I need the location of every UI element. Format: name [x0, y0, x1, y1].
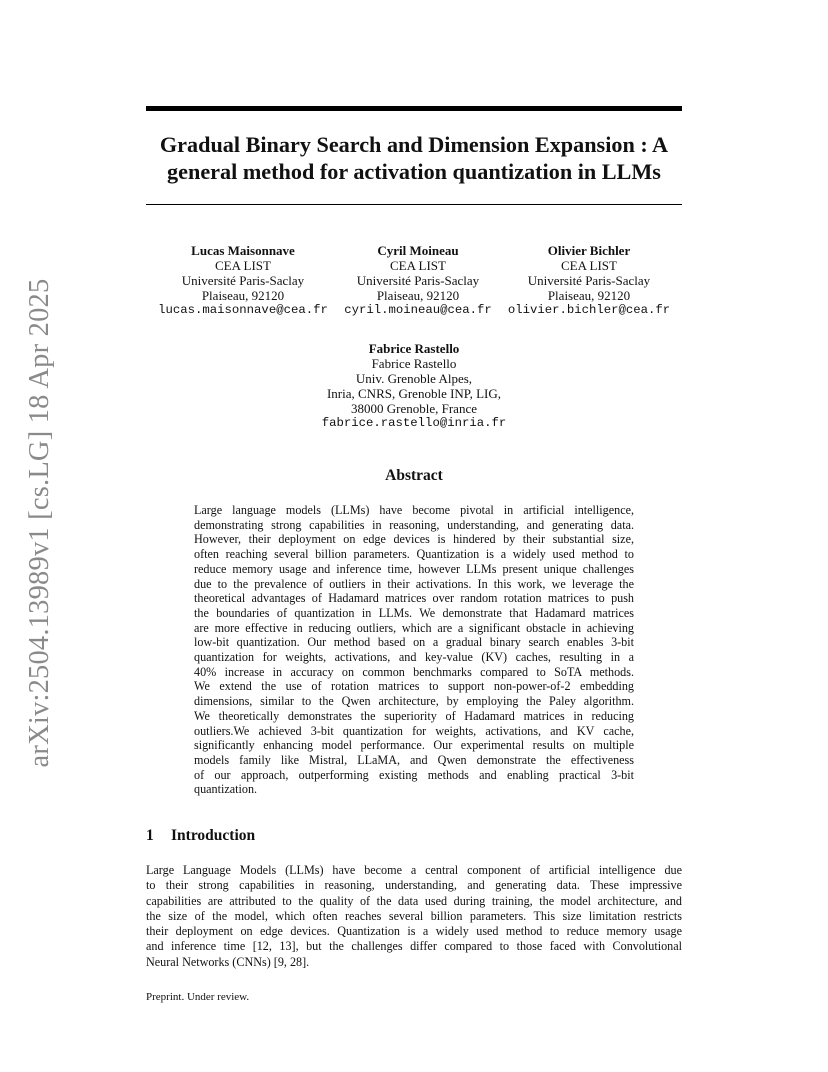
introduction-paragraph — [146, 863, 682, 970]
abstract-line: of our approach, outperforming existing methods and enabling practical 3-bit — [194, 767, 634, 782]
author-name: Lucas Maisonnave — [191, 243, 295, 258]
author-city: Plaiseau, 92120 — [201, 288, 285, 303]
abstract-line: low-bit quantization. Our method based on a gradual binary search enables 3-bit — [194, 635, 634, 650]
abstract-line: quantization. — [194, 782, 258, 797]
abstract-line: However, their deployment on edge devices is hindered by their substantial size, — [194, 532, 634, 547]
author-city: Plaiseau, 92120 — [547, 288, 631, 303]
introduction-line: the size of the model, which often reaches several billion parameters. This size limitation restricts — [146, 908, 682, 923]
abstract-line: due to the prevalence of outliers in their activations. In this work, we leverage the — [194, 576, 634, 591]
title-line-1: Gradual Binary Search and Dimension Expansion : A — [159, 132, 669, 157]
author-email[interactable]: cyril.moineau@cea.fr — [344, 303, 492, 317]
title-top-rule — [146, 106, 682, 111]
abstract-line: outliers.We achieved 3-bit quantization for weights, activations, and KV cache, — [194, 723, 634, 738]
author-org: CEA LIST — [561, 258, 617, 273]
author-name: Fabrice Rastello — [368, 341, 460, 356]
title-line-2: general method for activation quantization in LLMs — [167, 159, 661, 184]
abstract-line: the boundaries of quantization in LLMs. We demonstrate that Hadamard matrices — [194, 605, 634, 620]
author-name: Cyril Moineau — [377, 243, 459, 258]
abstract-line: We theoretically demonstrates the superiority of Hadamard matrices in reducing — [194, 708, 634, 723]
abstract-line: reduce memory usage and inference time, however LLMs present unique challenges — [194, 561, 634, 576]
abstract-line: models family like Mistral, LLaMA, and Qwen demonstrate the effectiveness — [194, 752, 634, 767]
author-org: CEA LIST — [390, 258, 446, 273]
abstract-line: quantization for weights, activations, and key-value (KV) caches, resulting in a — [194, 650, 634, 665]
abstract-heading: Abstract — [385, 467, 443, 484]
author-email[interactable]: lucas.maisonnave@cea.fr — [158, 303, 328, 317]
paper-title — [146, 131, 682, 185]
abstract-line: Large language models (LLMs) have become pivotal in artificial intelligence, — [194, 503, 634, 517]
author-block-3 — [489, 243, 689, 318]
author-university: Université Paris-Saclay — [356, 273, 480, 288]
author-block-4 — [314, 341, 514, 431]
author-org: Fabrice Rastello — [371, 356, 457, 371]
author-email[interactable]: fabrice.rastello@inria.fr — [321, 416, 507, 430]
introduction-line: to their strong capabilities in reasoning, understanding, and generating data. These impressive — [146, 878, 682, 893]
section-heading-introduction — [146, 827, 255, 845]
author-university: Université Paris-Saclay — [527, 273, 651, 288]
introduction-line: and inference time [12, 13], but the challenges differ compared to those faced with Convolutional — [146, 939, 682, 954]
footer-note: Preprint. Under review. — [146, 991, 250, 1003]
author-org: CEA LIST — [215, 258, 271, 273]
abstract-line: dimensions, similar to the Qwen architecture, by employing the Paley algorithm. — [194, 694, 634, 709]
author-block-2 — [318, 243, 518, 318]
arxiv-identifier: arXiv:2504.13989v1 [cs.LG] 18 Apr 2025 — [24, 278, 55, 768]
section-title: Introduction — [171, 827, 256, 844]
author-university: Université Paris-Saclay — [181, 273, 305, 288]
introduction-line: capabilities are attributed to the quality of the data used during training, the model architecture, and — [146, 893, 682, 908]
author-email[interactable]: olivier.bichler@cea.fr — [507, 303, 671, 317]
author-city: 38000 Grenoble, France — [351, 401, 477, 416]
author-university: Univ. Grenoble Alpes, — [355, 371, 473, 386]
abstract-line: often reaching several billion parameters. Quantization is a widely used method to — [194, 547, 634, 562]
author-name: Olivier Bichler — [547, 243, 631, 258]
author-institutions: Inria, CNRS, Grenoble INP, LIG, — [326, 386, 502, 401]
abstract-line: theoretical advantages of Hadamard matrices over random rotation matrices to push — [194, 591, 634, 606]
title-bottom-rule — [146, 204, 682, 205]
introduction-line: their deployment on edge devices. Quantization is a widely used method to reduce memory usage — [146, 924, 682, 939]
author-city: Plaiseau, 92120 — [376, 288, 460, 303]
introduction-line: Large Language Models (LLMs) have become a central component of artificial intelligence due — [146, 863, 682, 877]
abstract-line: are more effective in reducing outliers, which are a significant obstacle in achieving — [194, 620, 634, 635]
section-number: 1 — [146, 827, 154, 844]
abstract-body — [194, 503, 634, 797]
abstract-line: 40% increase in accuracy on common benchmarks compared to SoTA methods. — [194, 664, 634, 679]
author-block-1 — [143, 243, 343, 318]
abstract-line: significantly enhancing model performance. Our experimental results on multiple — [194, 738, 634, 753]
abstract-line: demonstrating strong capabilities in reasoning, understanding, and generating data. — [194, 517, 634, 532]
abstract-line: We extend the use of rotation matrices to support non-power-of-2 embedding — [194, 679, 634, 694]
introduction-line: Neural Networks (CNNs) [9, 28]. — [146, 954, 310, 969]
